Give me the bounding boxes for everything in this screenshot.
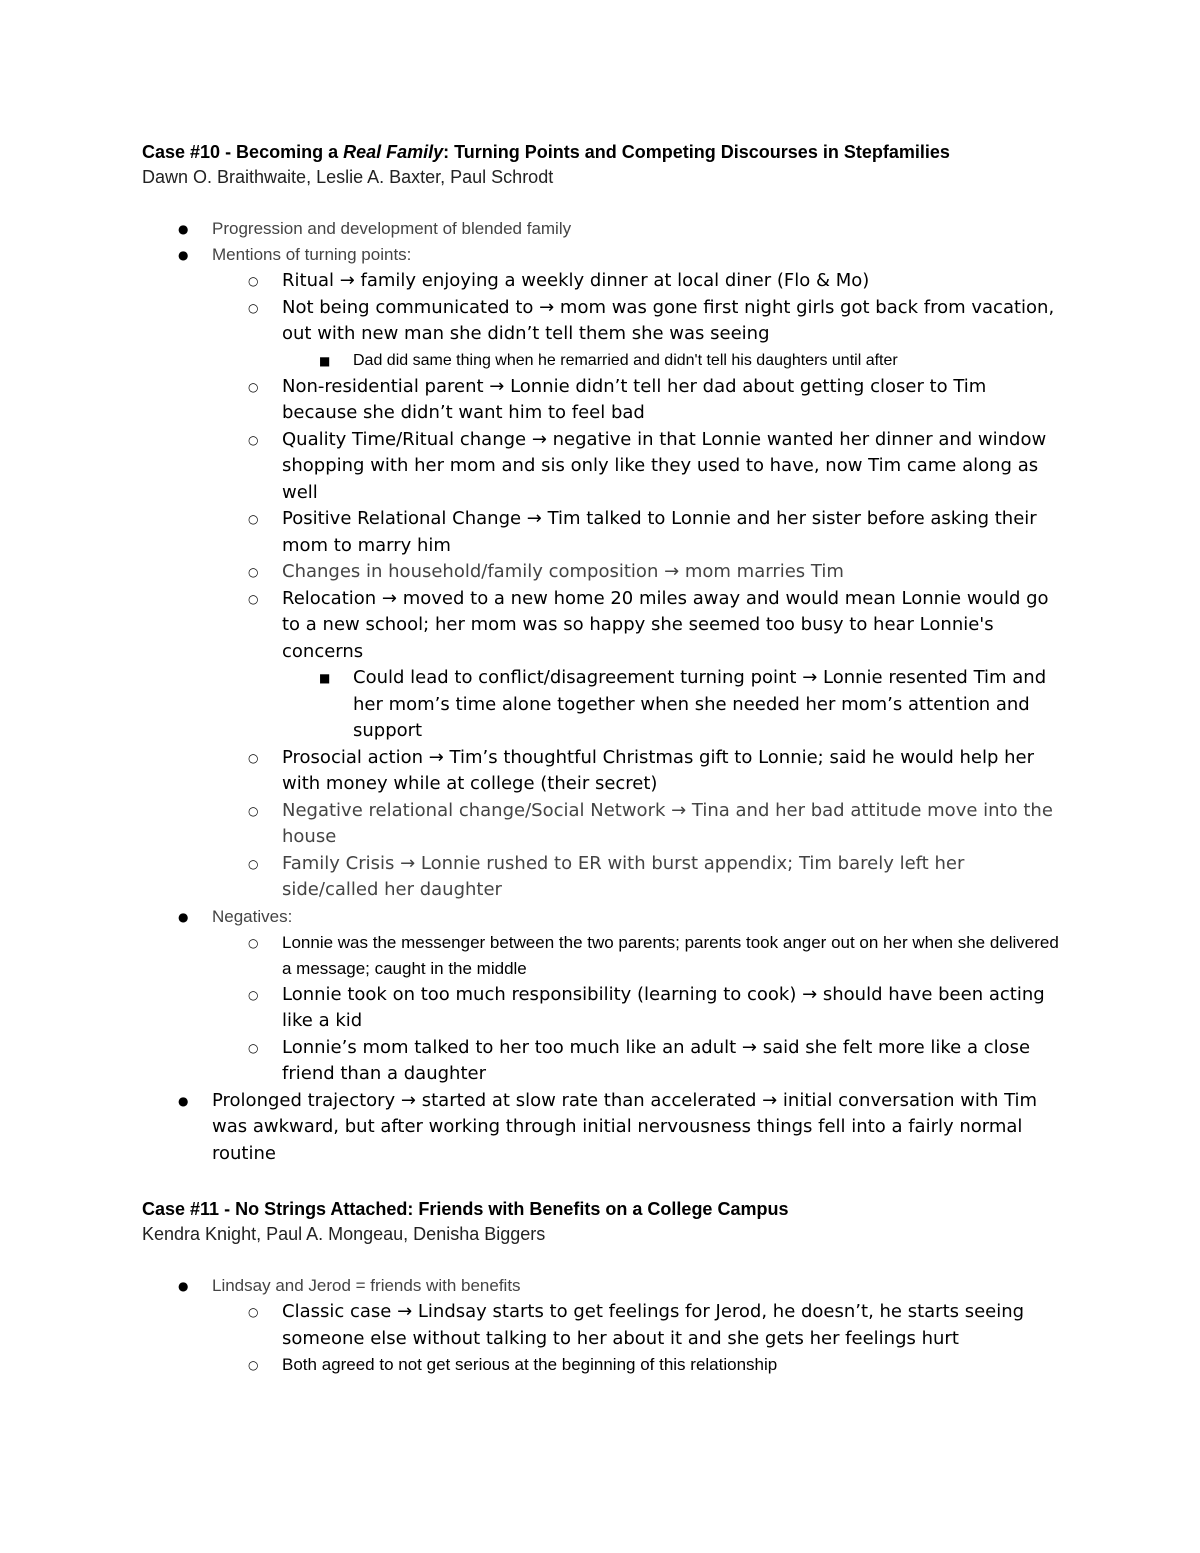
list-item [142, 904, 1062, 930]
list-item-text: Non-residential parent → Lonnie didn’t tell her dad about getting closer to Tim because she didn’t want him to feel bad [282, 375, 987, 423]
list-item-text: Negative relational change/Social Network → Tina and her bad attitude move into the house [282, 799, 1053, 847]
list-item-text: Could lead to conflict/disagreement turning point → Lonnie resented Tim and her mom’s time alone together when she needed her mom’s attention and support [353, 667, 1047, 741]
list-item [142, 427, 1062, 507]
case-10-title-italic: Real Family [343, 142, 444, 162]
circle-bullet-icon: ○ [248, 935, 259, 950]
list-item [142, 348, 1062, 374]
list-item-text: Negatives: [212, 906, 293, 926]
list-item [142, 665, 1062, 745]
circle-bullet-icon: ○ [248, 1040, 259, 1055]
case-11-list [142, 1273, 1062, 1378]
list-item [142, 1352, 1062, 1378]
case-10-list [142, 216, 1062, 1167]
list-item [142, 216, 1062, 242]
bullet-icon: ● [178, 1093, 189, 1108]
list-item [142, 745, 1062, 798]
list-item [142, 268, 1062, 295]
circle-bullet-icon: ○ [248, 750, 259, 765]
list-item-text: Progression and development of blended family [212, 219, 572, 238]
circle-bullet-icon: ○ [248, 1358, 259, 1372]
list-item [142, 798, 1062, 851]
list-item-text: Positive Relational Change → Tim talked to Lonnie and her sister before asking their mom to marry him [282, 508, 1037, 556]
case-10-title-prefix: Case #10 - Becoming a [142, 142, 344, 162]
circle-bullet-icon: ○ [248, 300, 259, 315]
circle-bullet-icon: ○ [248, 803, 259, 818]
list-item-text: Lonnie took on too much responsibility (learning to cook) → should have been acting like a kid [282, 983, 1045, 1031]
list-item-text: Lindsay and Jerod = friends with benefits [212, 1276, 521, 1295]
list-item [142, 586, 1062, 666]
list-item [142, 374, 1062, 427]
case-10-title [142, 140, 1062, 165]
list-item [142, 851, 1062, 904]
list-item [142, 295, 1062, 348]
bullet-icon: ● [178, 248, 189, 262]
case-11-title: Case #11 - No Strings Attached: Friends with Benefits on a College Campus [142, 1199, 789, 1219]
circle-bullet-icon: ○ [248, 432, 259, 447]
list-item-text: Relocation → moved to a new home 20 miles away and would mean Lonnie would go to a new school; her mom was so happy she seemed too busy to hear Lonnie's concerns [282, 587, 1049, 662]
circle-bullet-icon: ○ [248, 512, 259, 526]
list-item-text: Prosocial action → Tim’s thoughtful Christmas gift to Lonnie; said he would help her with money while at college (their secret) [282, 746, 1035, 794]
circle-bullet-icon: ○ [248, 1305, 259, 1319]
document-page [142, 140, 1062, 1378]
list-item [142, 1273, 1062, 1299]
list-item [142, 930, 1062, 982]
list-item-text: Ritual → family enjoying a weekly dinner at local diner (Flo & Mo) [282, 270, 870, 291]
bullet-icon: ● [178, 909, 189, 924]
list-item-text: Changes in household/family composition → mom marries Tim [282, 561, 844, 582]
circle-bullet-icon: ○ [248, 379, 259, 394]
list-item-text: Family Crisis → Lonnie rushed to ER with burst appendix; Tim barely left her side/called her daughter [282, 852, 965, 900]
bullet-icon: ● [178, 222, 189, 236]
square-bullet-icon: ■ [319, 671, 331, 685]
list-item-text: Dad did same thing when he remarried and didn't tell his daughters until after [353, 351, 898, 369]
list-item-text: Prolonged trajectory → started at slow rate than accelerated → initial conversation with Tim was awkward, but after working through initial nervousness things fell into a fairly normal routine [212, 1089, 1038, 1164]
list-item-text: Mentions of turning points: [212, 245, 412, 264]
list-item-text: Lonnie’s mom talked to her too much like an adult → said she felt more like a close friend than a daughter [282, 1036, 1031, 1084]
list-item [142, 1035, 1062, 1088]
circle-bullet-icon: ○ [248, 856, 259, 871]
case-10-authors: Dawn O. Braithwaite, Leslie A. Baxter, Paul Schrodt [142, 167, 554, 187]
list-item [142, 982, 1062, 1035]
section-gap [142, 1167, 1062, 1197]
list-item [142, 506, 1062, 559]
list-item-text: Lonnie was the messenger between the two parents; parents took anger out on her when she delivered a message; caught in the middle [282, 932, 1059, 978]
case-10-title-suffix: : Turning Points and Competing Discourses in Stepfamilies [443, 142, 950, 162]
list-item [142, 242, 1062, 268]
list-item-text: Both agreed to not get serious at the beginning of this relationship [282, 1355, 778, 1374]
list-item [142, 1088, 1062, 1168]
circle-bullet-icon: ○ [248, 274, 259, 288]
list-item-text: Classic case → Lindsay starts to get feelings for Jerod, he doesn’t, he starts seeing someone else without talking to her about it and she gets her feelings hurt [282, 1301, 1025, 1349]
list-item-text: Not being communicated to → mom was gone first night girls got back from vacation, out with new man she didn’t tell them she was seeing [282, 296, 1055, 344]
list-item-text: Quality Time/Ritual change → negative in that Lonnie wanted her dinner and window shopping with her mom and sis only like they used to have, now Tim came along as well [282, 428, 1047, 503]
circle-bullet-icon: ○ [248, 591, 259, 606]
circle-bullet-icon: ○ [248, 987, 259, 1002]
list-item [142, 1299, 1062, 1352]
case-11-authors: Kendra Knight, Paul A. Mongeau, Denisha Biggers [142, 1224, 546, 1244]
list-item [142, 559, 1062, 586]
bullet-icon: ● [178, 1279, 189, 1293]
square-bullet-icon: ■ [319, 353, 331, 368]
circle-bullet-icon: ○ [248, 565, 259, 579]
